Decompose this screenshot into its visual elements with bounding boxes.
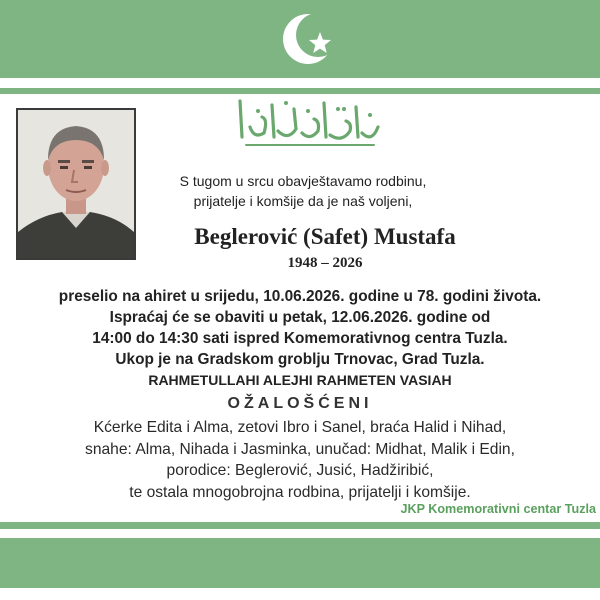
announcement-text <box>0 286 600 391</box>
funeral-home-signature: JKP Komemorativni centar Tuzla <box>400 502 596 516</box>
announcement-line: 14:00 do 14:30 sati ispred Komemorativnog centra Tuzla. <box>92 330 508 347</box>
announcement-line: preselio na ahiret u srijedu, 10.06.2026. godine u 78. godini života. <box>58 288 542 305</box>
life-years: 1948 – 2026 <box>287 255 363 271</box>
mourners-heading: OŽALOŠĆENI <box>227 395 373 412</box>
intro-text <box>150 171 456 211</box>
announcement-line: Ispraćaj će se obaviti u petak, 12.06.2026. godine od <box>109 309 491 326</box>
intro-line: S tugom u srcu obavještavamo rodbinu, <box>179 173 427 189</box>
deceased-portrait-photo <box>16 108 136 260</box>
arabic-calligraphy-icon <box>234 97 382 149</box>
deceased-name: Beglerović (Safet) Mustafa <box>194 224 456 249</box>
announcement-line: Ukop je na Gradskom groblju Trnovac, Grad Tuzla. <box>115 351 485 368</box>
mourners-line: snahe: Alma, Nihada i Jasminka, unučad: Midhat, Malik i Edin, <box>85 440 515 458</box>
intro-line: prijatelje i komšije da je naš voljeni, <box>193 193 413 209</box>
mourners-line: te ostala mnogobrojna rodbina, prijatelji i komšije. <box>129 483 471 501</box>
mourners-line: porodice: Beglerović, Jusić, Hadžiribić, <box>166 462 434 479</box>
mourners-list <box>0 417 600 503</box>
mourners-line: Kćerke Edita i Alma, zetovi Ibro i Sanel, braća Halid i Nihad, <box>93 419 507 436</box>
prayer-line: RAHMETULLAHI ALEJHI RAHMETEN VASIAH <box>148 372 452 388</box>
bottom-green-stripe <box>0 522 600 529</box>
top-green-stripe <box>0 88 600 94</box>
bottom-green-band <box>0 538 600 588</box>
crescent-and-star-icon <box>280 6 346 72</box>
